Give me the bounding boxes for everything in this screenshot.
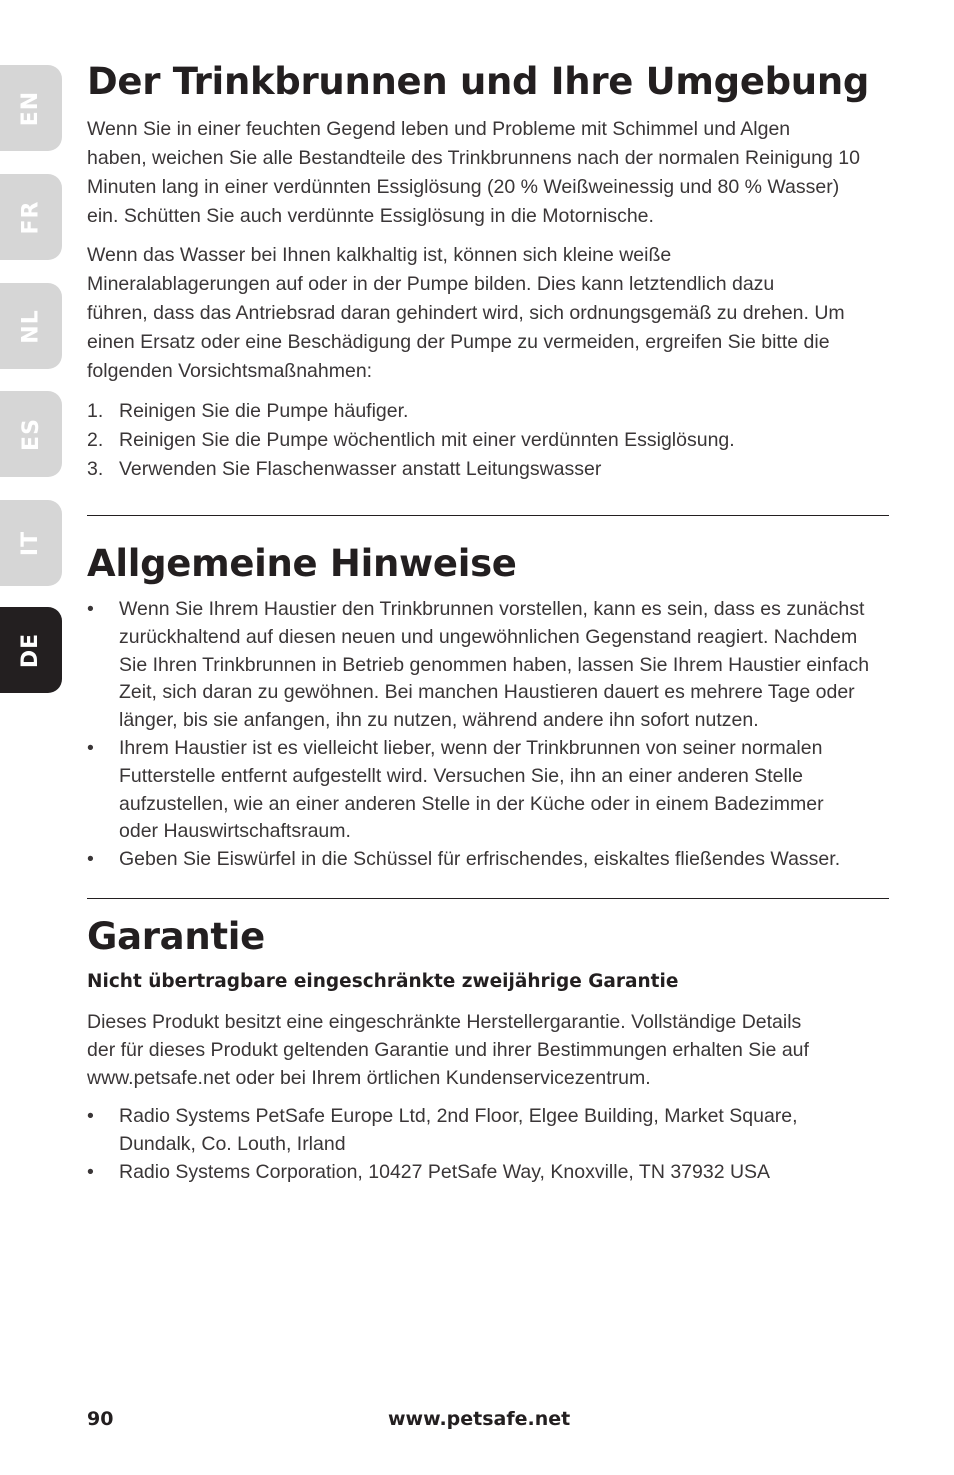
list-item-text: Geben Sie Eiswürfel in die Schüssel für erfrischendes, eiskaltes fließendes Wasser.: [119, 848, 841, 871]
list-item: [87, 397, 735, 426]
bullet-icon: •: [87, 848, 94, 871]
list-item: [87, 735, 869, 846]
tab-fr[interactable]: [0, 174, 62, 260]
list-item: [87, 846, 869, 874]
list-number: 1.: [87, 400, 104, 422]
list-item-text: Radio Systems Corporation, 10427 PetSafe Way, Knoxville, TN 37932 USA: [119, 1161, 771, 1183]
page-number: 90: [87, 1408, 114, 1430]
list-item-text: Wenn Sie Ihrem Haustier den Trinkbrunnen vorstellen, kann es sein, dass es zunächst zurückhaltend auf diesen neuen und ungewöhnlichen Gegenstand reagiert. Nachdem Sie Ihren Trinkbrunnen in Betrieb genommen haben, lassen Sie Ihrem Haustier einfach Zeit, sich daran zu gewöhnen. Bei manchen Haustieren dauert es mehrere Tage oder länger, bis sie anfangen, ihn zu nutzen, während andere ihn sofort nutzen.: [119, 598, 870, 732]
list-item: [87, 1158, 798, 1186]
tab-es-label: ES: [18, 417, 44, 451]
tab-it[interactable]: [0, 500, 62, 586]
list-item-text: Reinigen Sie die Pumpe häufiger.: [119, 400, 409, 422]
list-item-text: Ihrem Haustier ist es vielleicht lieber, wenn der Trinkbrunnen von seiner normalen Futterstelle entfernt aufgestellt wird. Versuchen Sie, ihn an einer anderen Stelle aufzustellen, wie an einer anderen Stelle in der Küche oder in einem Badezimmer oder Hauswirtschaftsraum.: [119, 736, 824, 843]
list-item: [87, 1102, 798, 1158]
tab-nl[interactable]: [0, 283, 62, 369]
list-item: [87, 455, 735, 484]
tab-es[interactable]: [0, 391, 62, 477]
environment-paragraph-1: Wenn Sie in einer feuchten Gegend leben und Probleme mit Schimmel und Algen haben, weichen Sie alle Bestandteile des Trinkbrunnens nach der normalen Reinigung 10 Minuten lang in einer verdünnten Essiglösung (20 % Weißweinessig und 80 % Wasser) ein. Schütten Sie auch verdünnte Essiglösung in die Motornische.: [87, 118, 860, 227]
tab-nl-label: NL: [18, 308, 44, 344]
section-title-warranty: Garantie: [87, 915, 265, 958]
precaution-list: [87, 397, 735, 484]
tab-it-label: IT: [18, 530, 44, 556]
section-title-general-notes: Allgemeine Hinweise: [87, 542, 517, 585]
tab-fr-label: FR: [18, 200, 44, 234]
list-item-text: Verwenden Sie Flaschenwasser anstatt Leitungswasser: [119, 458, 602, 480]
general-notes-list: [87, 596, 869, 874]
list-number: 2.: [87, 429, 104, 451]
tab-de[interactable]: [0, 607, 62, 693]
section-divider: [87, 898, 889, 899]
tab-en[interactable]: [0, 65, 62, 151]
bullet-icon: •: [87, 736, 94, 759]
tab-de-label: DE: [18, 632, 44, 668]
section-divider: [87, 515, 889, 516]
bullet-icon: •: [87, 598, 94, 620]
tab-en-label: EN: [18, 90, 44, 126]
section-title-environment: Der Trinkbrunnen und Ihre Umgebung: [87, 60, 870, 103]
warranty-address-list: [87, 1102, 798, 1186]
list-item: [87, 426, 735, 455]
list-item: [87, 596, 869, 735]
bullet-icon: •: [87, 1105, 94, 1127]
environment-paragraph-2: Wenn das Wasser bei Ihnen kalkhaltig ist, können sich kleine weiße Mineralablagerungen auf oder in der Pumpe bilden. Dies kann letztendlich dazu führen, dass das Antriebsrad daran gehindert wird, sich ordnungsgemäß zu drehen. Um einen Ersatz oder eine Beschädigung der Pumpe zu vermeiden, ergreifen Sie bitte die folgenden Vorsichtsmaßnahmen:: [87, 244, 845, 382]
warranty-paragraph: Dieses Produkt besitzt eine eingeschränkte Herstellergarantie. Vollständige Details der für dieses Produkt geltenden Garantie und ihrer Bestimmungen erhalten Sie auf www.petsafe.net oder bei Ihrem örtlichen Kundenservicezentrum.: [87, 1011, 809, 1089]
list-number: 3.: [87, 458, 104, 480]
list-item-text: Radio Systems PetSafe Europe Ltd, 2nd Floor, Elgee Building, Market Square, Dundalk, Co. Louth, Irland: [119, 1105, 798, 1155]
footer-url-link[interactable]: www.petsafe.net: [388, 1408, 571, 1430]
list-item-text: Reinigen Sie die Pumpe wöchentlich mit einer verdünnten Essiglösung.: [119, 429, 735, 451]
bullet-icon: •: [87, 1161, 94, 1183]
warranty-subtitle: Nicht übertragbare eingeschränkte zweijährige Garantie: [87, 971, 679, 992]
